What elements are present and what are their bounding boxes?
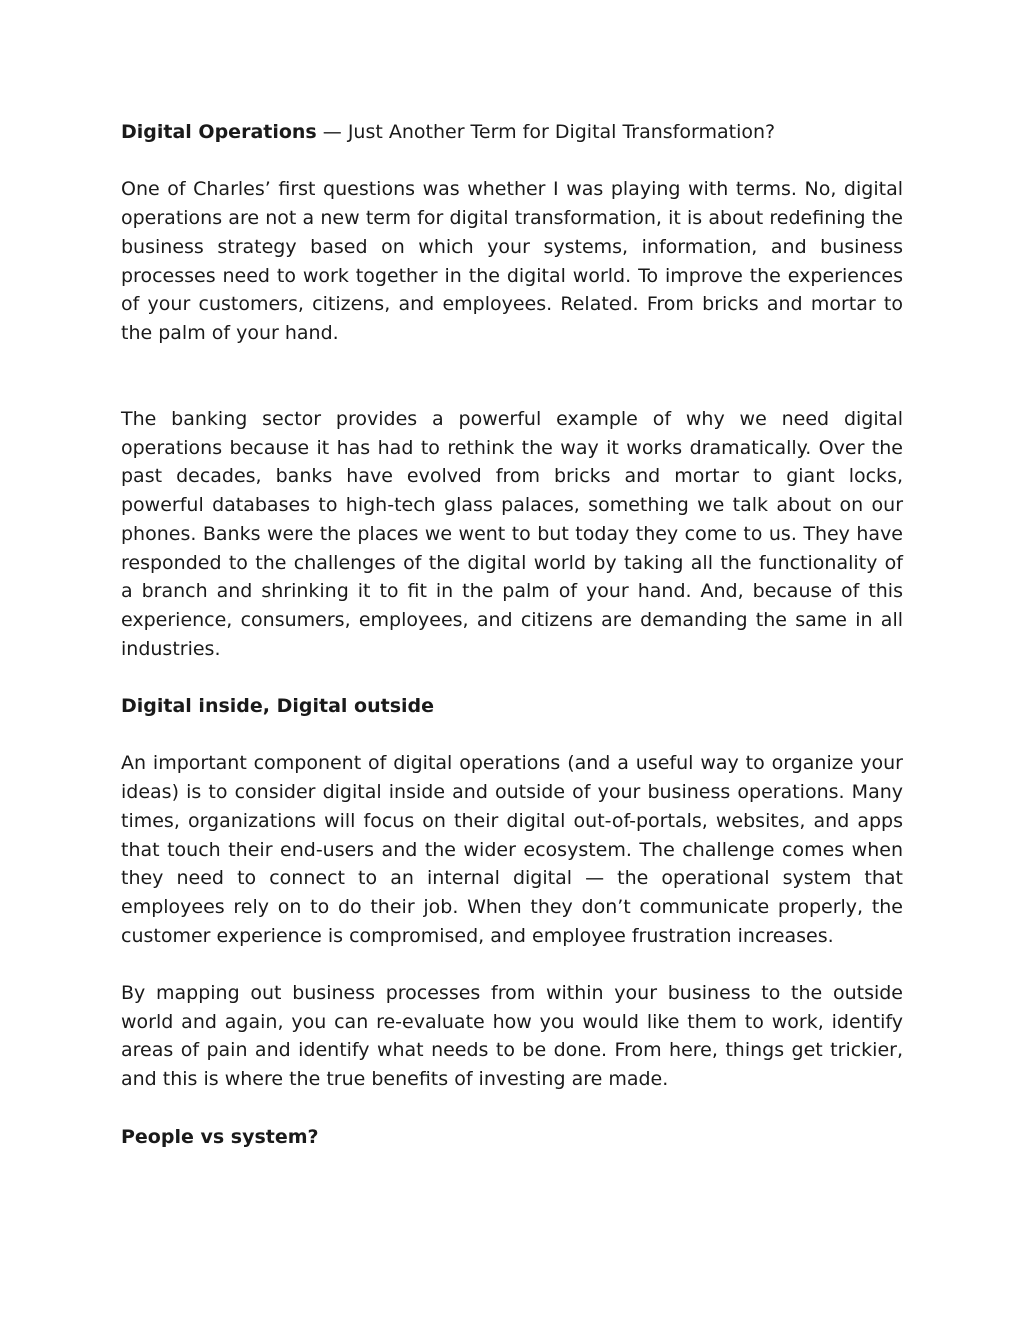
document-title [121,118,903,147]
paragraph-component: An important component of digital operations (and a useful way to organize your ideas) is to consider digital inside and outside of your business operations. Many times, organizations will focus on their digital out-of-portals, websites, and apps that touch their end-users and the wider ecosystem. The challenge comes when they need to connect to an internal digital — the operational system that employees rely on to do their job. When they don’t communicate properly, the customer experience is compromised, and employee frustration increases. [121,752,903,947]
document-page [121,118,903,1180]
title-rest: — Just Another Term for Digital Transformation? [316,121,776,143]
section-heading-digital-inside-outside: Digital inside, Digital outside [121,695,435,718]
paragraph-mapping: By mapping out business processes from within your business to the outside world and again, you can re-evaluate how you would like them to work, identify areas of pain and identify what needs to be done. From here, things get trickier, and this is where the true benefits of investing are made. [121,982,903,1091]
paragraph-banking: The banking sector provides a powerful example of why we need digital operations because it has had to rethink the way it works dramatically. Over the past decades, banks have evolved from bricks and mortar to giant locks, powerful databases to high-tech glass palaces, something we talk about on our phones. Banks were the places we went to but today they come to us. They have responded to the challenges of the digital world by taking all the functionality of a branch and shrinking it to fit in the palm of your hand. And, because of this experience, consumers, employees, and citizens are demanding the same in all industries. [121,408,903,660]
paragraph-intro: One of Charles’ first questions was whether I was playing with terms. No, digital operations are not a new term for digital transformation, it is about redefining the business strategy based on which your systems, information, and business processes need to work together in the digital world. To improve the experiences of your customers, citizens, and employees. Related. From bricks and mortar to the palm of your hand. [121,178,903,344]
section-heading-people-vs-system: People vs system? [121,1125,319,1148]
title-bold: Digital Operations [121,121,317,143]
